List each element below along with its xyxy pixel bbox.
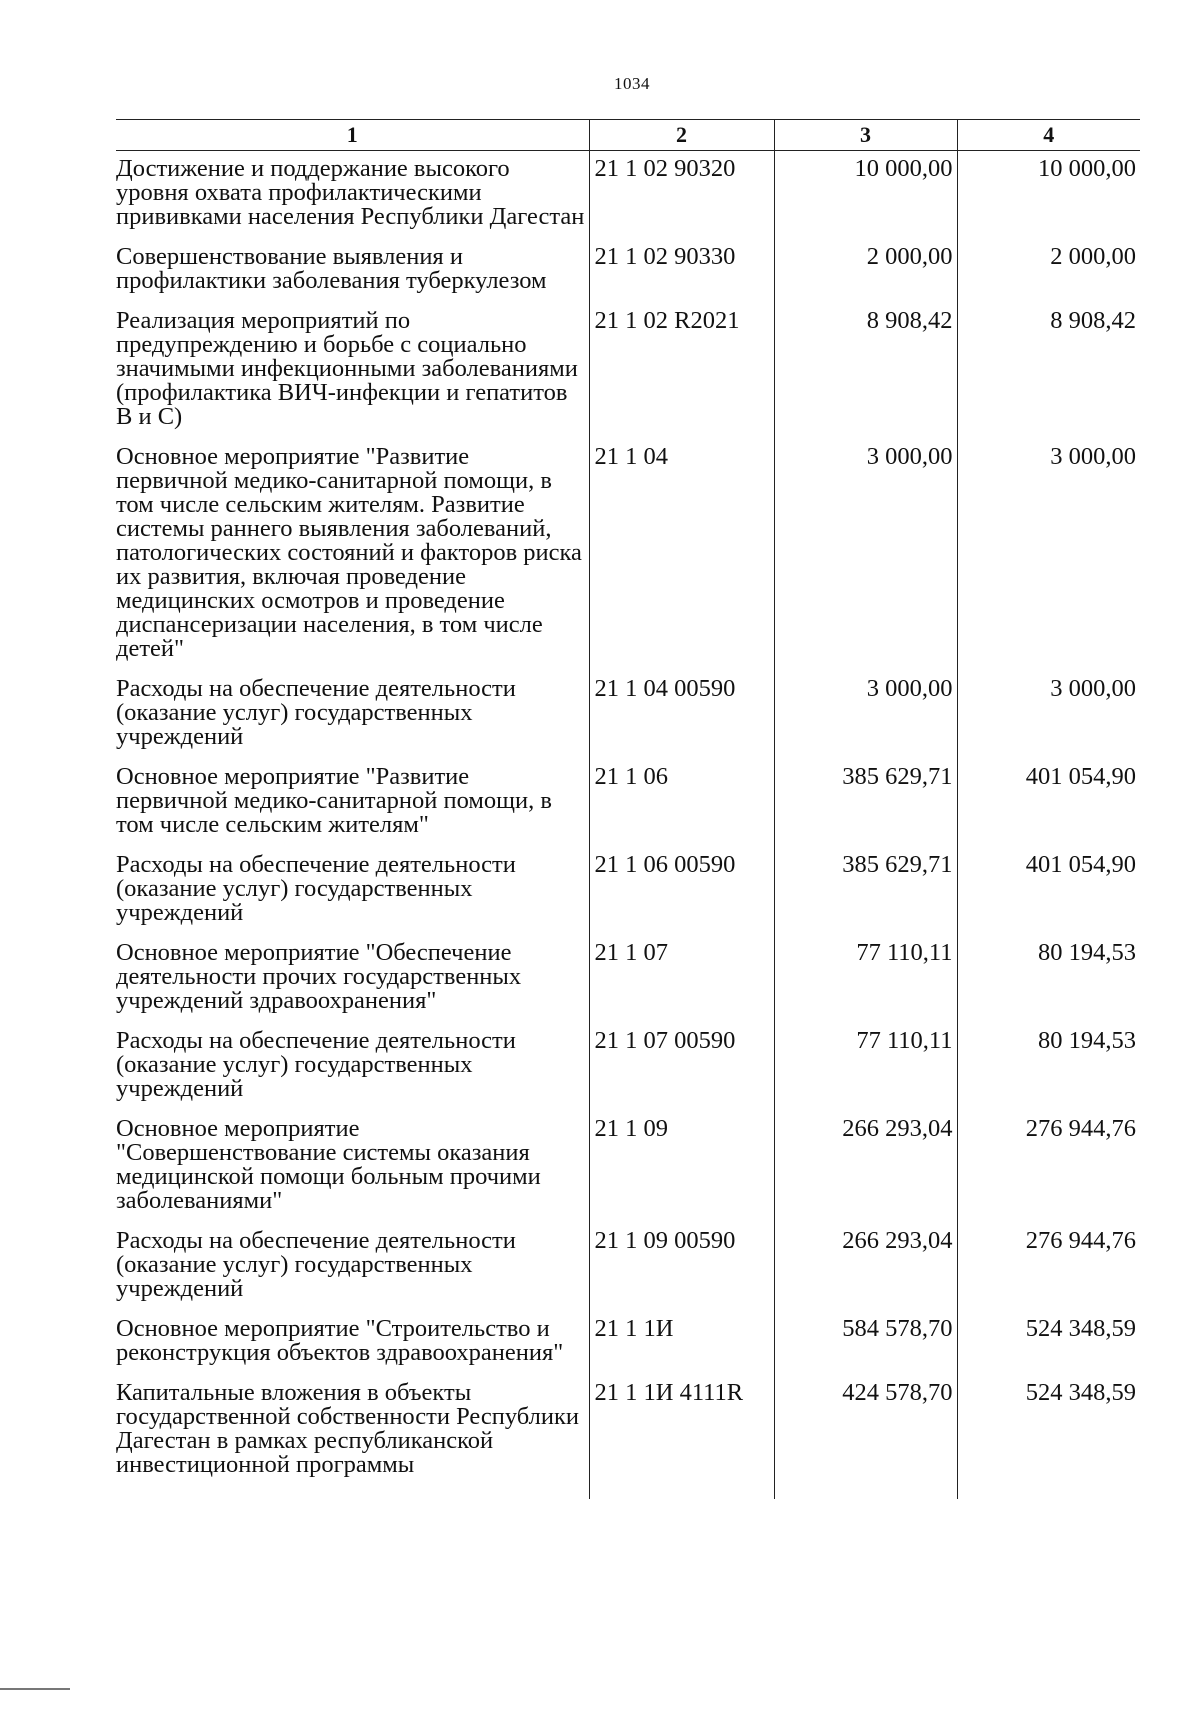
row-name: Расходы на обеспечение деятельности (оказание услуг) государственных учреждений — [116, 1227, 516, 1302]
row-name: Основное мероприятие "Строительство и реконструкция объектов здравоохранения" — [116, 1315, 564, 1366]
table-row — [116, 1227, 1140, 1315]
row-code: 21 1 1И — [589, 1315, 774, 1379]
row-code: 21 1 1И 4111R — [589, 1379, 774, 1499]
row-value-4: 524 348,59 — [957, 1379, 1140, 1499]
row-name: Расходы на обеспечение деятельности (оказание услуг) государственных учреждений — [116, 851, 516, 926]
row-name: Капитальные вложения в объекты государственной собственности Республики Дагестан в рамках республиканской инвестиционной программы — [116, 1379, 580, 1478]
row-value-4: 401 054,90 — [957, 763, 1140, 851]
row-value-3: 385 629,71 — [774, 851, 957, 939]
row-name: Реализация мероприятий по предупреждению и борьбе с социально значимыми инфекционными заболеваниями (профилактика ВИЧ-инфекции и гепатитов В и С) — [116, 307, 578, 430]
row-value-4: 80 194,53 — [957, 1027, 1140, 1115]
row-value-4: 2 000,00 — [957, 243, 1140, 307]
table-row — [116, 851, 1140, 939]
table-body — [116, 151, 1140, 1500]
row-value-3: 2 000,00 — [774, 243, 957, 307]
row-code: 21 1 09 00590 — [589, 1227, 774, 1315]
row-value-4: 276 944,76 — [957, 1115, 1140, 1227]
row-value-3: 385 629,71 — [774, 763, 957, 851]
row-name: Основное мероприятие "Развитие первичной медико-санитарной помощи, в том числе сельским жителям. Развитие системы раннего выявления заболеваний, патологических состояний и факторов риска их развития, включая проведение медицинских осмотров и проведение диспансеризации населения, в том числе детей" — [116, 443, 582, 662]
row-name: Расходы на обеспечение деятельности (оказание услуг) государственных учреждений — [116, 1027, 516, 1102]
row-code: 21 1 09 — [589, 1115, 774, 1227]
row-value-3: 3 000,00 — [774, 675, 957, 763]
table-row — [116, 1379, 1140, 1499]
row-code: 21 1 04 — [589, 443, 774, 675]
row-code: 21 1 02 90320 — [589, 151, 774, 244]
table-row — [116, 763, 1140, 851]
row-value-3: 424 578,70 — [774, 1379, 957, 1499]
table-header — [116, 120, 1140, 151]
table-row — [116, 675, 1140, 763]
row-value-4: 8 908,42 — [957, 307, 1140, 443]
row-code: 21 1 04 00590 — [589, 675, 774, 763]
row-value-3: 77 110,11 — [774, 939, 957, 1027]
table-row — [116, 1315, 1140, 1379]
header-col-3: 3 — [774, 120, 957, 151]
header-col-1: 1 — [116, 120, 589, 151]
row-name: Основное мероприятие "Обеспечение деятельности прочих государственных учреждений здравоохранения" — [116, 939, 522, 1014]
table-row — [116, 151, 1140, 244]
row-value-4: 401 054,90 — [957, 851, 1140, 939]
row-name: Основное мероприятие "Совершенствование системы оказания медицинской помощи больным прочими заболеваниями" — [116, 1115, 541, 1214]
table-row — [116, 243, 1140, 307]
table-row — [116, 1115, 1140, 1227]
row-value-4: 276 944,76 — [957, 1227, 1140, 1315]
row-value-4: 10 000,00 — [957, 151, 1140, 244]
row-value-4: 3 000,00 — [957, 443, 1140, 675]
row-value-4: 3 000,00 — [957, 675, 1140, 763]
row-code: 21 1 02 90330 — [589, 243, 774, 307]
row-value-4: 80 194,53 — [957, 939, 1140, 1027]
table-row — [116, 307, 1140, 443]
row-name: Расходы на обеспечение деятельности (оказание услуг) государственных учреждений — [116, 675, 516, 750]
scan-edge-line — [0, 1688, 70, 1690]
header-col-4: 4 — [957, 120, 1140, 151]
row-value-3: 8 908,42 — [774, 307, 957, 443]
table-row — [116, 1027, 1140, 1115]
row-code: 21 1 06 00590 — [589, 851, 774, 939]
header-row — [116, 120, 1140, 151]
row-code: 21 1 02 R2021 — [589, 307, 774, 443]
row-name: Совершенствование выявления и профилактики заболевания туберкулезом — [116, 243, 547, 294]
row-value-3: 266 293,04 — [774, 1115, 957, 1227]
row-name: Основное мероприятие "Развитие первичной медико-санитарной помощи, в том числе сельским жителям" — [116, 763, 552, 838]
row-code: 21 1 06 — [589, 763, 774, 851]
header-col-2: 2 — [589, 120, 774, 151]
budget-table — [116, 119, 1140, 1499]
row-value-3: 266 293,04 — [774, 1227, 957, 1315]
page-number: 1034 — [614, 74, 650, 93]
row-value-3: 10 000,00 — [774, 151, 957, 244]
row-value-3: 77 110,11 — [774, 1027, 957, 1115]
table-row — [116, 443, 1140, 675]
row-value-3: 3 000,00 — [774, 443, 957, 675]
row-value-4: 524 348,59 — [957, 1315, 1140, 1379]
row-code: 21 1 07 00590 — [589, 1027, 774, 1115]
row-value-3: 584 578,70 — [774, 1315, 957, 1379]
table-row — [116, 939, 1140, 1027]
row-code: 21 1 07 — [589, 939, 774, 1027]
row-name: Достижение и поддержание высокого уровня охвата профилактическими прививками населения Республики Дагестан — [116, 155, 585, 230]
